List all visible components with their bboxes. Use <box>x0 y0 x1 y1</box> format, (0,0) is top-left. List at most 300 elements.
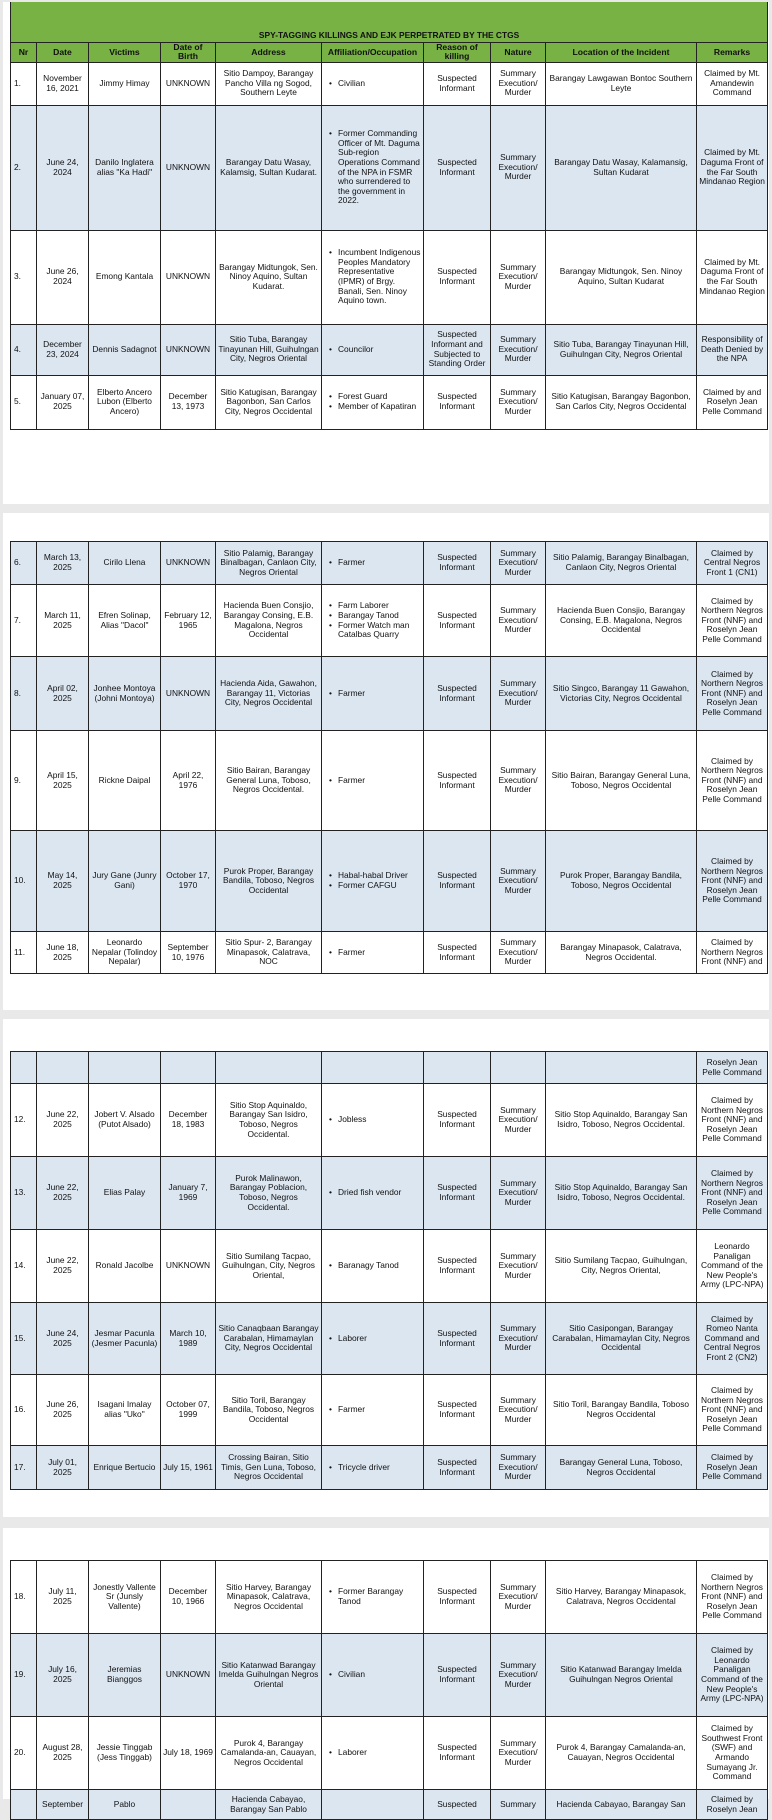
cell-address: Sitio Canaqbaan Barangay Carabalan, Himamaylan City, Negros Occidental <box>216 1303 322 1375</box>
affiliation-item: • Jobless <box>338 1115 421 1125</box>
cell-address: Purok Malinawon, Barangay Poblacion, Toboso, Negros Occidental. <box>216 1157 322 1230</box>
cell-victim: Jesmar Pacunla (Jesmer Pacunla) <box>89 1303 161 1375</box>
affiliation-list <box>328 601 421 639</box>
table-row <box>11 1230 768 1303</box>
cell-affiliation <box>322 1717 424 1790</box>
table-row <box>11 324 768 375</box>
table-row <box>11 1303 768 1375</box>
cell-date: June 22, 2025 <box>37 1084 89 1157</box>
cell-nature: Summary Execution/ Murder <box>491 585 546 657</box>
cell-reason: Suspected Informant <box>424 585 491 657</box>
col-header-reason: Reason of killing <box>424 42 491 62</box>
cell-victim: Dennis Sadagnot <box>89 324 161 375</box>
affiliation-list <box>328 392 421 411</box>
cell-dob: January 7, 1969 <box>161 1157 216 1230</box>
affiliation-list <box>328 1405 421 1415</box>
cell-reason: Suspected Informant <box>424 375 491 429</box>
cell-remarks: Claimed by and Roselyn Jean Pelle Command <box>697 375 768 429</box>
cell-date: April 02, 2025 <box>37 657 89 731</box>
cell-victim: Pablo <box>89 1790 161 1820</box>
cell-dob: UNKNOWN <box>161 542 216 585</box>
cell-dob: UNKNOWN <box>161 230 216 324</box>
cell-reason: Suspected Informant <box>424 1634 491 1717</box>
cell-reason: Suspected <box>424 1790 491 1820</box>
ejk-table-page-4 <box>10 1560 768 1820</box>
cell-location: Barangay General Luna, Toboso, Negros Occidental <box>546 1446 697 1490</box>
cell-affiliation <box>322 657 424 731</box>
cell-victim: Jury Gane (Junry Gani) <box>89 831 161 932</box>
cell-victim: Ronald Jacolbe <box>89 1230 161 1303</box>
cell-affiliation <box>322 1375 424 1446</box>
table-row <box>11 1561 768 1634</box>
cell-nature: Summary Execution/ Murder <box>491 932 546 974</box>
affiliation-list <box>328 948 421 958</box>
cell-remarks: Claimed by Northern Negros Front (NNF) and Roselyn Jean Pelle Command <box>697 657 768 731</box>
affiliation-item: • Farmer <box>338 558 421 568</box>
cell-affiliation <box>322 831 424 932</box>
page-1 <box>3 2 769 504</box>
cell-dob: UNKNOWN <box>161 657 216 731</box>
cell-reason: Suspected Informant <box>424 731 491 831</box>
table-row <box>11 1052 768 1084</box>
affiliation-item: • Barangay Tanod <box>338 611 421 621</box>
cell-affiliation <box>322 1303 424 1375</box>
rows-group <box>11 1052 768 1490</box>
cell-nature: Summary Execution/ Murder <box>491 105 546 230</box>
cell-reason: Suspected Informant <box>424 1303 491 1375</box>
ejk-table-page-2 <box>10 541 768 974</box>
cell-affiliation <box>322 731 424 831</box>
col-header-address: Address <box>216 42 322 62</box>
affiliation-list <box>328 871 421 890</box>
affiliation-list <box>328 1334 421 1344</box>
cell-remarks: Claimed by Northern Negros Front (NNF) and Roselyn Jean Pelle Command <box>697 1157 768 1230</box>
cell-victim: Enrique Bertucio <box>89 1446 161 1490</box>
cell-nr: 10. <box>11 831 37 932</box>
table-row <box>11 657 768 731</box>
affiliation-item: • Tricycle driver <box>338 1463 421 1473</box>
cell-victim: Efren Solinap, Alias "Dacol" <box>89 585 161 657</box>
cell-location: Sitio Stop Aquinaldo, Barangay San Isidro, Toboso, Negros Occidental. <box>546 1084 697 1157</box>
cell-location: Sitio Casipongan, Barangay Carabalan, Himamaylan City, Negros Occidental <box>546 1303 697 1375</box>
cell-dob: July 15, 1961 <box>161 1446 216 1490</box>
affiliation-item: • Former Commanding Officer of Mt. Daguma Sub-region Operations Command of the NPA in FSMR who surrendered to the government in 2022. <box>338 129 421 206</box>
cell-date: June 24, 2025 <box>37 1303 89 1375</box>
table-row <box>11 932 768 974</box>
table-row <box>11 1446 768 1490</box>
cell-affiliation <box>322 62 424 105</box>
affiliation-item: • Former Barangay Tanod <box>338 1587 421 1606</box>
cell-location: Sitio Singco, Barangay 11 Gawahon, Victorias City, Negros Occidental <box>546 657 697 731</box>
cell-affiliation <box>322 375 424 429</box>
cell-location <box>546 1052 697 1084</box>
affiliation-list <box>328 1188 421 1198</box>
cell-affiliation <box>322 1157 424 1230</box>
cell-date: June 24, 2024 <box>37 105 89 230</box>
cell-nature: Summary Execution/ Murder <box>491 230 546 324</box>
page-2 <box>3 513 769 1010</box>
cell-nature: Summary Execution/ Murder <box>491 731 546 831</box>
cell-address: Barangay Midtungok, Sen. Ninoy Aquino, Sultan Kudarat. <box>216 230 322 324</box>
table-row <box>11 831 768 932</box>
cell-nature: Summary Execution/ Murder <box>491 375 546 429</box>
cell-dob: December 18, 1983 <box>161 1084 216 1157</box>
cell-address: Sitio Katugisan, Barangay Bagonbon, San Carlos City, Negros Occidental <box>216 375 322 429</box>
cell-nr: 1. <box>11 62 37 105</box>
cell-nature <box>491 1052 546 1084</box>
cell-remarks: Responsibility of Death Denied by the NPA <box>697 324 768 375</box>
cell-nr: 19. <box>11 1634 37 1717</box>
cell-location: Sitio Toril, Barangay Bandila, Toboso Negros Occidental <box>546 1375 697 1446</box>
affiliation-item: • Farm Laborer <box>338 601 421 611</box>
affiliation-list <box>328 248 421 306</box>
cell-location: Barangay Lawgawan Bontoc Southern Leyte <box>546 62 697 105</box>
cell-victim: Leonardo Nepalar (Tolindoy Nepalar) <box>89 932 161 974</box>
cell-reason: Suspected Informant <box>424 62 491 105</box>
cell-victim: Jobert V. Alsado (Putot Alsado) <box>89 1084 161 1157</box>
cell-date: September <box>37 1790 89 1820</box>
cell-dob: UNKNOWN <box>161 324 216 375</box>
cell-location: Purok Proper, Barangay Bandila, Toboso, Negros Occidental <box>546 831 697 932</box>
cell-date: May 14, 2025 <box>37 831 89 932</box>
cell-victim: Rickne Daipal <box>89 731 161 831</box>
cell-reason: Suspected Informant <box>424 1717 491 1790</box>
affiliation-item: • Incumbent Indigenous Peoples Mandatory Representative (IPMR) of Brgy. Banali, Sen. Ninoy Aquino town. <box>338 248 421 306</box>
cell-affiliation <box>322 1561 424 1634</box>
col-header-nature: Nature <box>491 42 546 62</box>
cell-remarks: Claimed by Northern Negros Front (NNF) and Roselyn Jean Pelle Command <box>697 585 768 657</box>
cell-nr: 8. <box>11 657 37 731</box>
cell-location: Barangay Datu Wasay, Kalamansig, Sultan Kudarat <box>546 105 697 230</box>
cell-address: Sitio Bairan, Barangay General Luna, Toboso, Negros Occidental. <box>216 731 322 831</box>
cell-nr: 14. <box>11 1230 37 1303</box>
cell-victim: Jimmy Himay <box>89 62 161 105</box>
rows-group <box>11 542 768 974</box>
cell-reason: Suspected Informant <box>424 1084 491 1157</box>
cell-address: Sitio Katanwad Barangay Imelda Guihulngan Negros Oriental <box>216 1634 322 1717</box>
cell-nr: 6. <box>11 542 37 585</box>
cell-remarks: Claimed by Central Negros Front 1 (CN1) <box>697 542 768 585</box>
affiliation-item: • Dried fish vendor <box>338 1188 421 1198</box>
affiliation-list <box>328 1748 421 1758</box>
cell-dob: February 12, 1965 <box>161 585 216 657</box>
affiliation-list <box>328 689 421 699</box>
table-row <box>11 1717 768 1790</box>
cell-nature: Summary <box>491 1790 546 1820</box>
cell-affiliation <box>322 1634 424 1717</box>
cell-affiliation <box>322 932 424 974</box>
rows-group <box>11 1561 768 1820</box>
cell-affiliation <box>322 542 424 585</box>
cell-reason: Suspected Informant <box>424 1561 491 1634</box>
cell-date: July 16, 2025 <box>37 1634 89 1717</box>
cell-remarks: Claimed by Mt. Amandewin Command <box>697 62 768 105</box>
cell-date: June 22, 2025 <box>37 1157 89 1230</box>
cell-nr <box>11 1052 37 1084</box>
cell-dob: December 13, 1973 <box>161 375 216 429</box>
cell-nature: Summary Execution/ Murder <box>491 1446 546 1490</box>
cell-nature: Summary Execution/ Murder <box>491 62 546 105</box>
affiliation-list <box>328 345 421 355</box>
cell-nature: Summary Execution/ Murder <box>491 542 546 585</box>
affiliation-item: • Civilian <box>338 1670 421 1680</box>
cell-reason: Suspected Informant <box>424 831 491 932</box>
cell-address: Hacienda Buen Consjio, Barangay Consing, E.B. Magalona, Negros Occidental <box>216 585 322 657</box>
affiliation-item: • Laborer <box>338 1334 421 1344</box>
cell-nr: 13. <box>11 1157 37 1230</box>
cell-affiliation <box>322 1084 424 1157</box>
cell-address: Sitio Sumilang Tacpao, Guihulngan, City, Negros Oriental, <box>216 1230 322 1303</box>
cell-reason: Suspected Informant <box>424 1157 491 1230</box>
cell-dob: October 17, 1970 <box>161 831 216 932</box>
affiliation-list <box>328 129 421 206</box>
cell-nature: Summary Execution/ Murder <box>491 1303 546 1375</box>
cell-victim: Emong Kantala <box>89 230 161 324</box>
cell-affiliation <box>322 1790 424 1820</box>
cell-address: Sitio Toril, Barangay Bandila, Toboso, Negros Occidental <box>216 1375 322 1446</box>
affiliation-item: • Civilian <box>338 79 421 89</box>
cell-nr: 11. <box>11 932 37 974</box>
cell-reason: Suspected Informant <box>424 1375 491 1446</box>
cell-date: December 23, 2024 <box>37 324 89 375</box>
cell-nr: 5. <box>11 375 37 429</box>
cell-remarks: Claimed by Roselyn Jean Pelle Command <box>697 1446 768 1490</box>
cell-nature: Summary Execution/ Murder <box>491 657 546 731</box>
cell-remarks: Claimed by Northern Negros Front (NNF) and Roselyn Jean Pelle Command <box>697 1375 768 1446</box>
cell-nature: Summary Execution/ Murder <box>491 1084 546 1157</box>
cell-reason: Suspected Informant and Subjected to Standing Order <box>424 324 491 375</box>
cell-nature: Summary Execution/ Murder <box>491 1717 546 1790</box>
cell-date: July 01, 2025 <box>37 1446 89 1490</box>
cell-dob: September 10, 1976 <box>161 932 216 974</box>
table-row <box>11 230 768 324</box>
cell-nr: 12. <box>11 1084 37 1157</box>
cell-address <box>216 1052 322 1084</box>
cell-nr: 16. <box>11 1375 37 1446</box>
cell-address: Sitio Spur- 2, Barangay Minapasok, Calatrava, NOC <box>216 932 322 974</box>
affiliation-list <box>328 1261 421 1271</box>
cell-reason: Suspected Informant <box>424 1446 491 1490</box>
cell-date <box>37 1052 89 1084</box>
cell-address: Barangay Datu Wasay, Kalamsig, Sultan Kudarat. <box>216 105 322 230</box>
cell-victim: Cirilo Llena <box>89 542 161 585</box>
col-header-dob: Date of Birth <box>161 42 216 62</box>
cell-victim: Danilo Inglatera alias "Ka Hadi" <box>89 105 161 230</box>
affiliation-list <box>328 776 421 786</box>
cell-location: Sitio Tuba, Barangay Tinayunan Hill, Guihulngan City, Negros Oriental <box>546 324 697 375</box>
cell-dob: July 18, 1969 <box>161 1717 216 1790</box>
cell-remarks: Claimed by Northern Negros Front (NNF) and <box>697 932 768 974</box>
cell-nature: Summary Execution/ Murder <box>491 324 546 375</box>
affiliation-item: • Farmer <box>338 776 421 786</box>
cell-date: April 15, 2025 <box>37 731 89 831</box>
cell-victim: Elias Palay <box>89 1157 161 1230</box>
cell-reason: Suspected Informant <box>424 932 491 974</box>
cell-location: Sitio Katugisan, Barangay Bagonbon, San Carlos City, Negros Occidental <box>546 375 697 429</box>
affiliation-item: • Councilor <box>338 345 421 355</box>
cell-address: Sitio Palamig, Barangay Binalbagan, Canlaon City, Negros Oriental <box>216 542 322 585</box>
col-header-nr: Nr <box>11 42 37 62</box>
cell-date: January 07, 2025 <box>37 375 89 429</box>
rows-group <box>11 62 768 429</box>
cell-remarks: Claimed by Northern Negros Front (NNF) and Roselyn Jean Pelle Command <box>697 1084 768 1157</box>
affiliation-item: • Farmer <box>338 1405 421 1415</box>
cell-reason: Suspected Informant <box>424 542 491 585</box>
cell-address: Crossing Bairan, Sitio Timis, Gen Luna, Toboso, Negros Occidental <box>216 1446 322 1490</box>
cell-date: July 11, 2025 <box>37 1561 89 1634</box>
cell-date: March 13, 2025 <box>37 542 89 585</box>
cell-location: Barangay Minapasok, Calatrava, Negros Occidental. <box>546 932 697 974</box>
cell-nr: 9. <box>11 731 37 831</box>
cell-date: June 18, 2025 <box>37 932 89 974</box>
cell-nr: 4. <box>11 324 37 375</box>
cell-location: Sitio Stop Aquinaldo, Barangay San Isidro, Toboso, Negros Occidental. <box>546 1157 697 1230</box>
cell-nr: 17. <box>11 1446 37 1490</box>
cell-address: Hacienda Cabayao, Barangay San Pablo <box>216 1790 322 1820</box>
affiliation-list <box>328 558 421 568</box>
cell-dob <box>161 1790 216 1820</box>
cell-location: Sitio Palamig, Barangay Binalbagan, Canlaon City, Negros Oriental <box>546 542 697 585</box>
cell-victim: Jeremias Bianggos <box>89 1634 161 1717</box>
cell-dob: UNKNOWN <box>161 1230 216 1303</box>
cell-victim: Isagani Imalay alias "Uko" <box>89 1375 161 1446</box>
cell-address: Purok 4, Barangay Camalanda-an, Cauayan, Negros Occidental <box>216 1717 322 1790</box>
cell-nr: 15. <box>11 1303 37 1375</box>
affiliation-item: • Forest Guard <box>338 392 421 402</box>
table-row <box>11 62 768 105</box>
cell-remarks: Claimed by Southwest Front (SWF) and Armando Sumayang Jr. Command <box>697 1717 768 1790</box>
affiliation-item: • Former CAFGU <box>338 881 421 891</box>
cell-dob: April 22, 1976 <box>161 731 216 831</box>
table-row <box>11 105 768 230</box>
cell-location: Purok 4, Barangay Camalanda-an, Cauayan, Negros Occidental <box>546 1717 697 1790</box>
table-row <box>11 542 768 585</box>
cell-date: June 26, 2024 <box>37 230 89 324</box>
cell-victim: Jonestly Vallente Sr (Junsly Vallente) <box>89 1561 161 1634</box>
cell-location: Sitio Katanwad Barangay Imelda Guihulngan Negros Oriental <box>546 1634 697 1717</box>
cell-location: Hacienda Buen Consjio, Barangay Consing, E.B. Magalona, Negros Occidental <box>546 585 697 657</box>
cell-dob: UNKNOWN <box>161 105 216 230</box>
ejk-table-page-1 <box>10 2 768 430</box>
cell-dob: October 07, 1999 <box>161 1375 216 1446</box>
table-row <box>11 1157 768 1230</box>
affiliation-item: • Habal-habal Driver <box>338 871 421 881</box>
cell-address: Sitio Harvey, Barangay Minapasok, Calatrava, Negros Occidental <box>216 1561 322 1634</box>
cell-victim: Jessie Tinggab (Jess Tinggab) <box>89 1717 161 1790</box>
cell-affiliation <box>322 1230 424 1303</box>
table-row <box>11 585 768 657</box>
cell-location: Sitio Harvey, Barangay Minapasok, Calatrava, Negros Occidental <box>546 1561 697 1634</box>
affiliation-list <box>328 1463 421 1473</box>
cell-nature: Summary Execution/ Murder <box>491 1375 546 1446</box>
table-row <box>11 375 768 429</box>
col-header-location: Location of the Incident <box>546 42 697 62</box>
cell-remarks: Claimed by Mt. Daguma Front of the Far South Mindanao Region <box>697 230 768 324</box>
cell-nr: 18. <box>11 1561 37 1634</box>
cell-dob: March 10, 1989 <box>161 1303 216 1375</box>
cell-remarks: Claimed by Northern Negros Front (NNF) and Roselyn Jean Pelle Command <box>697 731 768 831</box>
cell-remarks: Roselyn Jean Pelle Command <box>697 1052 768 1084</box>
affiliation-item: • Farmer <box>338 948 421 958</box>
cell-remarks: Claimed by Northern Negros Front (NNF) and Roselyn Jean Pelle Command <box>697 1561 768 1634</box>
affiliation-item: • Former Watch man Catalbas Quarry <box>338 621 421 640</box>
cell-nature: Summary Execution/ Murder <box>491 831 546 932</box>
cell-date: June 22, 2025 <box>37 1230 89 1303</box>
cell-nature: Summary Execution/ Murder <box>491 1157 546 1230</box>
affiliation-list <box>328 1115 421 1125</box>
table-row <box>11 1634 768 1717</box>
cell-address: Sitio Tuba, Barangay Tinayunan Hill, Guihulngan City, Negros Oriental <box>216 324 322 375</box>
cell-nature: Summary Execution/ Murder <box>491 1561 546 1634</box>
table-row <box>11 1790 768 1820</box>
cell-nr: 7. <box>11 585 37 657</box>
table-row <box>11 1084 768 1157</box>
table-title: SPY-TAGGING KILLINGS AND EJK PERPETRATED BY THE CTGS <box>11 2 768 42</box>
cell-dob: December 10, 1966 <box>161 1561 216 1634</box>
cell-reason: Suspected Informant <box>424 230 491 324</box>
cell-date: November 16, 2021 <box>37 62 89 105</box>
page-4 <box>3 1528 769 1814</box>
affiliation-item: • Laborer <box>338 1748 421 1758</box>
cell-nature: Summary Execution/ Murder <box>491 1230 546 1303</box>
cell-location: Sitio Sumilang Tacpao, Guihulngan, City, Negros Oriental, <box>546 1230 697 1303</box>
affiliation-list <box>328 1670 421 1680</box>
cell-victim: Jonhee Montoya (Johni Montoya) <box>89 657 161 731</box>
affiliation-list <box>328 1587 421 1606</box>
ejk-table-page-3 <box>10 1051 768 1490</box>
cell-victim <box>89 1052 161 1084</box>
table-row <box>11 1375 768 1446</box>
cell-affiliation <box>322 585 424 657</box>
cell-remarks: Claimed by Leonardo Panaligan Command of the New People's Army (LPC-NPA) <box>697 1634 768 1717</box>
cell-dob: UNKNOWN <box>161 62 216 105</box>
cell-victim: Elberto Ancero Lubon (Elberto Ancero) <box>89 375 161 429</box>
cell-location: Sitio Bairan, Barangay General Luna, Toboso, Negros Occidental <box>546 731 697 831</box>
col-header-date: Date <box>37 42 89 62</box>
cell-nr: 3. <box>11 230 37 324</box>
affiliation-list <box>328 79 421 89</box>
cell-affiliation <box>322 105 424 230</box>
cell-dob <box>161 1052 216 1084</box>
cell-address: Hacienda Aida, Gawahon, Barangay 11, Victorias City, Negros Occidental <box>216 657 322 731</box>
cell-date: June 26, 2025 <box>37 1375 89 1446</box>
cell-remarks: Leonardo Panaligan Command of the New People's Army (LPC-NPA) <box>697 1230 768 1303</box>
cell-affiliation <box>322 324 424 375</box>
cell-location: Barangay Midtungok, Sen. Ninoy Aquino, Sultan Kudarat <box>546 230 697 324</box>
cell-address: Sitio Stop Aquinaldo, Barangay San Isidro, Toboso, Negros Occidental. <box>216 1084 322 1157</box>
cell-reason: Suspected Informant <box>424 105 491 230</box>
col-header-victims: Victims <box>89 42 161 62</box>
cell-dob: UNKNOWN <box>161 1634 216 1717</box>
cell-address: Sitio Dampoy, Barangay Pancho Villa ng Sogod, Southern Leyte <box>216 62 322 105</box>
cell-reason: Suspected Informant <box>424 1230 491 1303</box>
cell-remarks: Claimed by Romeo Nanta Command and Central Negros Front 2 (CN2) <box>697 1303 768 1375</box>
cell-date: March 11, 2025 <box>37 585 89 657</box>
page-3 <box>3 1019 769 1517</box>
col-header-affiliation: Affiliation/Occupation <box>322 42 424 62</box>
col-header-remarks: Remarks <box>697 42 768 62</box>
affiliation-item: • Member of Kapatiran <box>338 402 421 412</box>
cell-remarks: Claimed by Roselyn Jean <box>697 1790 768 1820</box>
cell-affiliation <box>322 1052 424 1084</box>
cell-location: Hacienda Cabayao, Barangay San <box>546 1790 697 1820</box>
cell-reason <box>424 1052 491 1084</box>
cell-date: August 28, 2025 <box>37 1717 89 1790</box>
table-row <box>11 731 768 831</box>
affiliation-item: • Baranagy Tanod <box>338 1261 421 1271</box>
affiliation-item: • Farmer <box>338 689 421 699</box>
cell-remarks: Claimed by Mt. Daguma Front of the Far South Mindanao Region <box>697 105 768 230</box>
